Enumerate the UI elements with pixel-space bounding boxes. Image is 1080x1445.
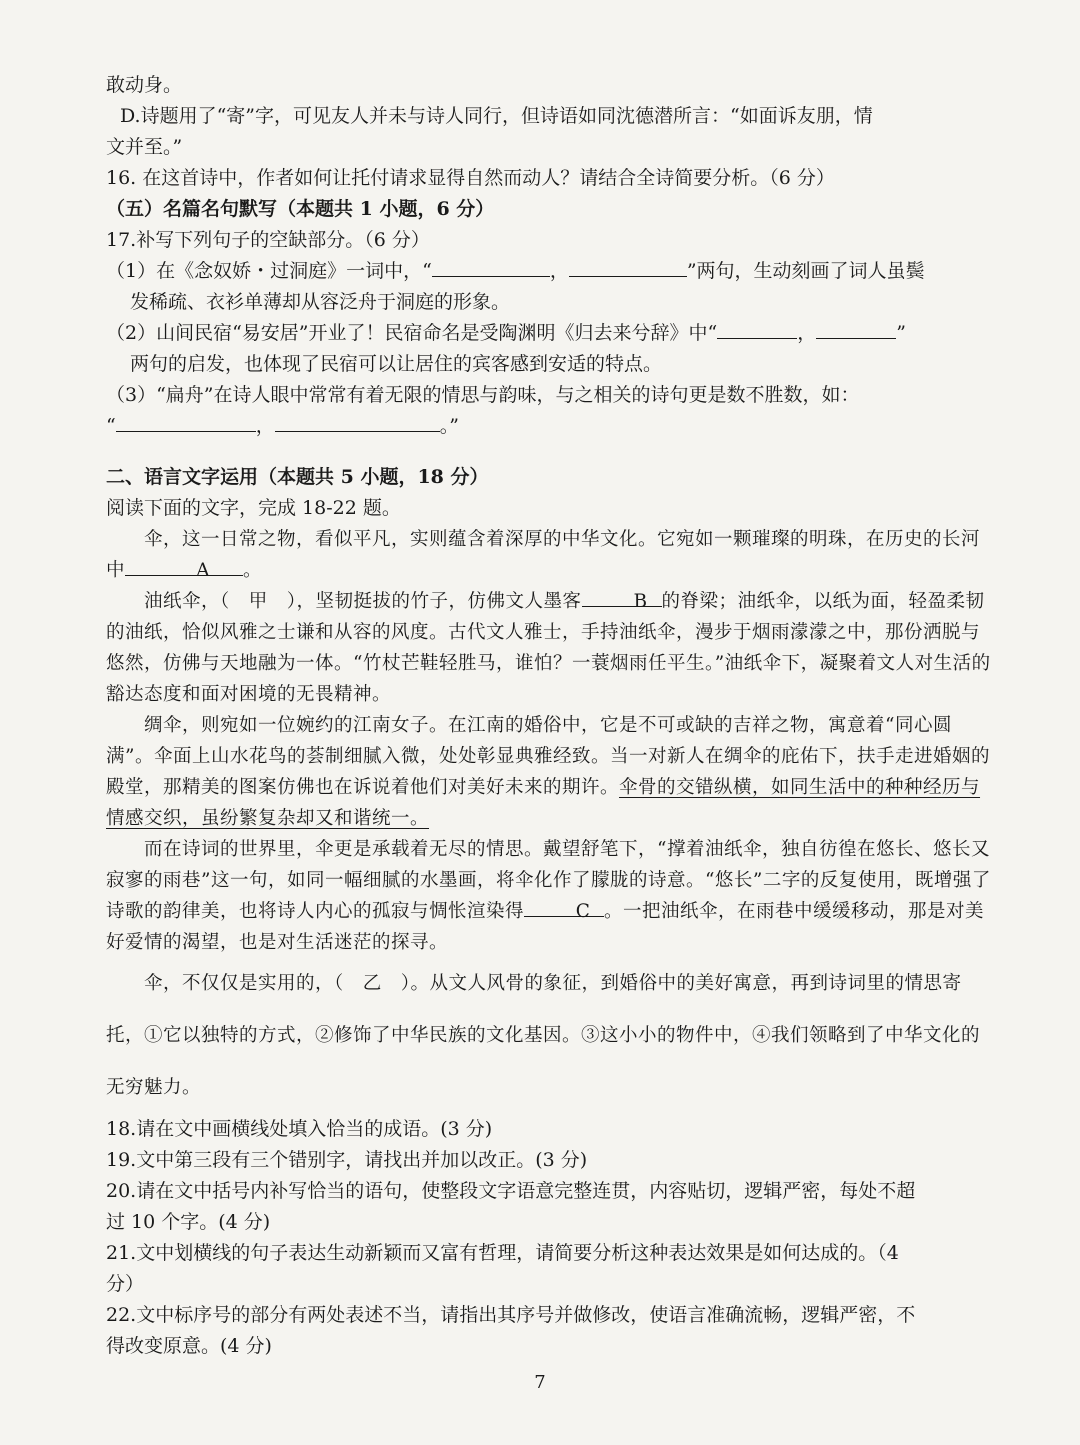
answer-blank[interactable] <box>569 256 687 277</box>
question-17-sub2-cont: 两句的启发，也体现了民宿可以让居住的宾客感到安适的特点。 <box>130 353 663 375</box>
passage-paragraph-2: 油纸伞，（ 甲 ），坚韧挺拔的竹子，仿佛文人墨客 B 的脊梁；油纸伞，以纸为面，轻盈柔韧的油纸，恰似风雅之士谦和从容的风度。古代文人雅士，手持油纸伞，漫步于烟雨濛濛之中，那份洒脱与悠然，仿佛与天地融为一体。“竹杖芒鞋轻胜马，谁怕？一蓑烟雨任平生。”油纸伞下，凝聚着文人对生活的豁达态度和面对困境的无畏精神。 <box>106 586 996 710</box>
question-16: 16. 在这首诗中，作者如何让托付请求显得自然而动人？请结合全诗简要分析。（6 分） <box>106 167 835 189</box>
question-19: 19.文中第三段有三个错别字，请找出并加以改正。(3 分) <box>106 1149 588 1171</box>
passage-paragraph-1: 伞，这一日常之物，看似平凡，实则蕴含着深厚的中华文化。它宛如一颗璀璨的明珠，在历史的长河中 A 。 <box>106 529 981 581</box>
question-17-sub1: （1）在《念奴娇・过洞庭》一词中，“ ， ”两句，生动刻画了词人虽鬓 <box>106 256 996 287</box>
question-17-sub3-blanks: “ ， 。” <box>106 411 996 442</box>
question-18: 18.请在文中画横线处填入恰当的成语。(3 分) <box>106 1118 493 1140</box>
question-21-line2: 分） <box>106 1273 145 1295</box>
passage-paragraph-4: 而在诗词的世界里，伞更是承载着无尽的情思。戴望舒笔下，“撑着油纸伞，独自彷徨在悠长、悠长又寂寥的雨巷”这一句，如同一幅细腻的水墨画，将伞化作了朦胧的诗意。“悠长”二字的反复使用，既增强了诗歌的韵律美，也将诗人内心的孤寂与惆怅渲染得 C 。一把油纸伞，在雨巷中缓缓移动，那是对美好爱情的渴望，也是对生活迷茫的探寻。 <box>106 839 991 953</box>
section-2-instruction: 阅读下面的文字，完成 18-22 题。 <box>106 497 401 519</box>
q15-option-d-line2: 文并至。” <box>106 136 183 158</box>
reading-passage <box>106 524 996 1114</box>
answer-blank[interactable] <box>432 256 550 277</box>
passage-paragraph-3: 绸伞，则宛如一位婉约的江南女子。在江南的婚俗中，它是不可或缺的吉祥之物，寓意着“同心圆满”。伞面上山水花鸟的荟制细腻入微，处处彰显典雅经致。当一对新人在绸伞的庇佑下，扶手走进婚姻的殿堂，那精美的图案仿佛也在诉说着他们对美好未来的期许。伞骨的交错纵横，如同生活中的种种经历与情感交织，虽纷繁复杂却又和谐统一。 <box>106 715 990 829</box>
question-17-sub2: （2）山间民宿“易安居”开业了！民宿命名是受陶渊明《归去来兮辞》中“ ， ” <box>106 318 996 349</box>
q15-option-d-line1: D.诗题用了“寄”字，可见友人并未与诗人同行，但诗语如同沈德潜所言：“如面诉友朋，情 <box>120 105 873 127</box>
page-number: 7 <box>534 1372 546 1393</box>
answer-blank[interactable] <box>816 318 896 339</box>
section-5-title: （五）名篇名句默写（本题共 1 小题，6 分） <box>106 198 495 220</box>
question-17-title: 17.补写下列句子的空缺部分。（6 分） <box>106 229 430 251</box>
question-17-sub3: （3）“扁舟”在诗人眼中常常有着无限的情思与韵味，与之相关的诗句更是数不胜数，如： <box>106 384 860 406</box>
question-22-line2: 得改变原意。(4 分) <box>106 1335 272 1357</box>
passage-paragraph-5: 伞，不仅仅是实用的，（ 乙 ）。从文人风骨的象征，到婚俗中的美好寓意，再到诗词里的情思寄托，①它以独特的方式，②修饰了中华民族的文化基因。③这小小的物件中，④我们领略到了中华文化的无穷魅力。 <box>106 973 981 1098</box>
question-20-line2: 过 10 个字。(4 分) <box>106 1211 271 1233</box>
question-17-sub1-cont: 发稀疏、衣衫单薄却从容泛舟于洞庭的形象。 <box>130 291 511 313</box>
blank-a[interactable]: A <box>125 555 243 576</box>
q15-continuation: 敢动身。 <box>106 74 183 96</box>
blank-b[interactable]: B <box>582 586 662 607</box>
exam-page <box>106 70 996 1362</box>
underlined-sentence: 伞骨的交错纵横，如同生活中的种种经历与情感交织，虽纷繁复杂却又和谐统一。 <box>106 777 981 829</box>
question-21-line1: 21.文中划横线的句子表达生动新颖而又富有哲理，请简要分析这种表达效果是如何达成的。（4 <box>106 1242 899 1264</box>
question-20-line1: 20.请在文中括号内补写恰当的语句，使整段文字语意完整连贯，内容贴切，逻辑严密，每处不超 <box>106 1180 916 1202</box>
answer-blank[interactable] <box>116 411 256 432</box>
answer-blank[interactable] <box>717 318 797 339</box>
answer-blank[interactable] <box>275 411 440 432</box>
question-22-line1: 22.文中标序号的部分有两处表述不当，请指出其序号并做修改，使语言准确流畅，逻辑严密，不 <box>106 1304 916 1326</box>
section-2-title: 二、语言文字运用（本题共 5 小题，18 分） <box>106 466 489 488</box>
blank-c[interactable]: C <box>524 896 604 917</box>
